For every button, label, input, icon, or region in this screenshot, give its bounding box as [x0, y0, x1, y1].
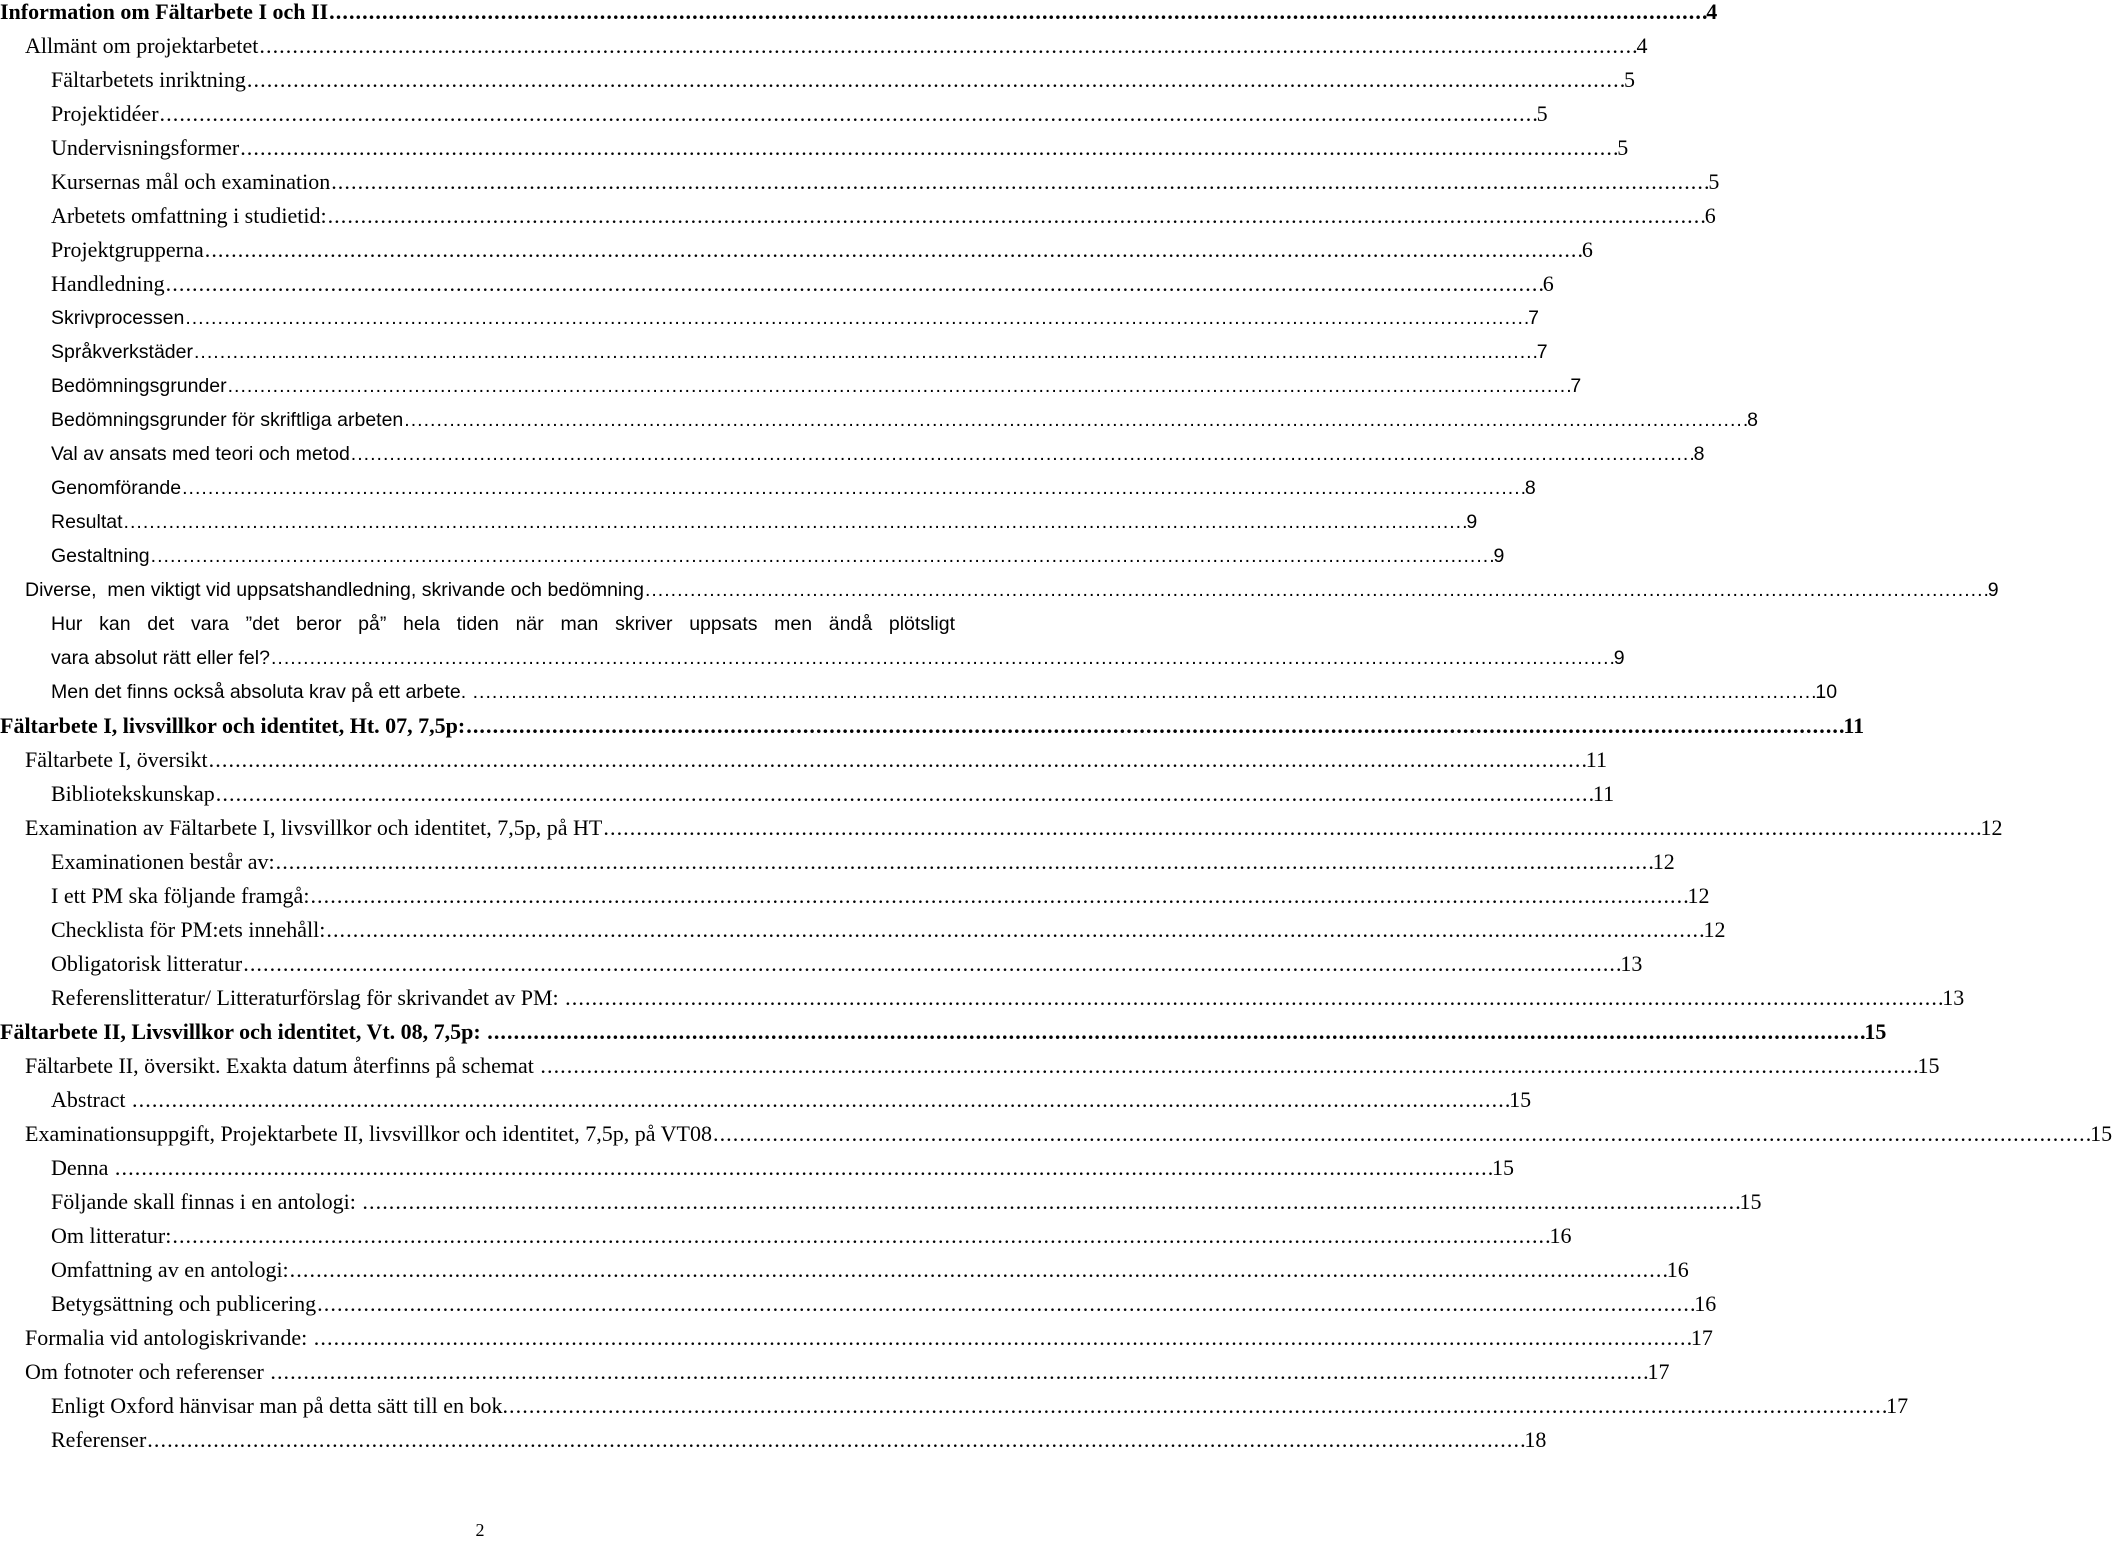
toc-entry-page: 10: [1815, 681, 1838, 703]
toc-entry-title: Fältarbetets inriktning: [51, 67, 246, 92]
toc-entry-title: Examinationsuppgift, Projektarbete II, livsvillkor och identitet, 7,5p, på VT08: [25, 1121, 712, 1146]
toc-entry[interactable]: [0, 437, 1705, 471]
toc-dot-leader: [160, 97, 1536, 131]
toc-entry-title: Enligt Oxford hänvisar man på detta sätt till en bok.: [51, 1393, 509, 1418]
toc-entry-title: Abstract: [51, 1087, 132, 1112]
toc-entry-page: 17: [1886, 1393, 1909, 1418]
toc-dot-leader: [132, 1083, 1508, 1117]
toc-entry-page: 15: [1509, 1087, 1532, 1112]
toc-entry-title: Om litteratur:: [51, 1223, 172, 1248]
toc-dot-leader: [240, 131, 1616, 165]
toc-entry-page: 16: [1549, 1223, 1572, 1248]
toc-entry-title: Om fotnoter och referenser: [25, 1359, 270, 1384]
toc-entry-title: Fältarbete I, översikt: [25, 747, 208, 772]
toc-entry[interactable]: [0, 1049, 1940, 1083]
toc-dot-leader: [509, 1389, 1885, 1423]
toc-entry-page: 9: [1466, 511, 1478, 533]
toc-dot-leader: [329, 0, 1705, 29]
toc-entry[interactable]: [0, 1015, 1887, 1049]
toc-entry-page: 9: [1613, 647, 1625, 669]
toc-dot-leader: [328, 199, 1704, 233]
toc-entry-title: Checklista för PM:ets innehåll:: [51, 917, 326, 942]
toc-entry[interactable]: [0, 573, 1999, 607]
toc-entry-page: 13: [1942, 985, 1965, 1010]
toc-entry[interactable]: [0, 0, 1718, 29]
toc-entry[interactable]: [0, 675, 1838, 709]
toc-dot-leader: [166, 267, 1542, 301]
toc-dot-leader: [290, 1253, 1666, 1287]
toc-entry-title: Referenslitteratur/ Litteraturförslag för skrivandet av PM:: [51, 985, 565, 1010]
toc-entry-title: Omfattning av en antologi:: [51, 1257, 289, 1282]
toc-dot-leader: [713, 1117, 2089, 1151]
toc-entry-title: Referenser: [51, 1427, 147, 1452]
toc-entry[interactable]: [0, 301, 1539, 335]
toc-entry[interactable]: [0, 233, 1593, 267]
toc-entry[interactable]: [0, 811, 2003, 845]
toc-entry[interactable]: [0, 1355, 1670, 1389]
toc-entry-page: 15: [1739, 1189, 1762, 1214]
toc-entry[interactable]: [0, 777, 1615, 811]
toc-dot-leader: [276, 845, 1652, 879]
toc-entry-title: Undervisningsformer: [51, 135, 240, 160]
toc-dot-leader: [473, 675, 1815, 709]
toc-dot-leader: [259, 29, 1635, 63]
toc-entry-title: Examination av Fältarbete I, livsvillkor och identitet, 7,5p, på HT: [25, 815, 603, 840]
toc-entry-title: Val av ansats med teori och metod: [51, 443, 350, 465]
toc-entry-page: 5: [1536, 101, 1548, 126]
toc-entry-page: 12: [1980, 815, 2003, 840]
toc-dot-leader: [362, 1185, 1738, 1219]
toc-entry[interactable]: [0, 335, 1548, 369]
toc-entry-title: Handledning: [51, 271, 165, 296]
toc-entry-page: 8: [1747, 409, 1758, 431]
toc-dot-leader: [185, 301, 1527, 335]
toc-dot-leader: [115, 1151, 1491, 1185]
toc-entry-page: 18: [1524, 1427, 1547, 1452]
toc-dot-leader: [317, 1287, 1693, 1321]
toc-entry[interactable]: [0, 845, 1675, 879]
toc-entry-page: 6: [1581, 237, 1593, 262]
toc-entry-title: Obligatorisk litteratur: [51, 951, 243, 976]
toc-entry-title: Bedömningsgrunder för skriftliga arbeten: [51, 409, 404, 431]
toc-dot-leader: [603, 811, 1979, 845]
toc-entry[interactable]: [0, 1185, 1762, 1219]
toc-entry-title: Projektidéer: [51, 101, 159, 126]
toc-entry[interactable]: [0, 1253, 1689, 1287]
toc-entry[interactable]: [0, 1151, 1515, 1185]
toc-entry-title: Betygsättning och publicering: [51, 1291, 317, 1316]
toc-entry[interactable]: [0, 539, 1505, 573]
toc-entry-title: Diverse, men viktigt vid uppsatshandledning, skrivande och bedömning: [25, 579, 644, 601]
toc-entry-page: 4: [1706, 0, 1718, 24]
toc-entry-page: 16: [1666, 1257, 1689, 1282]
toc-entry-title: Resultat: [51, 511, 123, 533]
toc-entry-page: 15: [1492, 1155, 1515, 1180]
toc-entry-page: 9: [1987, 579, 1999, 601]
toc-entry-title: Bibliotekskunskap: [51, 781, 215, 806]
toc-entry-title: Kursernas mål och examination: [51, 169, 331, 194]
toc-entry-title: Skrivprocessen: [51, 307, 185, 329]
toc-dot-leader: [645, 573, 1987, 607]
toc-entry[interactable]: [0, 267, 1554, 301]
toc-entry-page: 6: [1704, 203, 1716, 228]
toc-entry-title: Men det finns också absoluta krav på ett arbete.: [51, 681, 472, 703]
toc-dot-leader: [247, 63, 1623, 97]
toc-dot-leader: [124, 505, 1466, 539]
toc-entry-page: 11: [1843, 713, 1865, 738]
toc-dot-leader: [351, 437, 1693, 471]
toc-dot-leader: [565, 981, 1941, 1015]
toc-entry[interactable]: [0, 1083, 1532, 1117]
toc-entry-page: 11: [1585, 747, 1607, 772]
page-number: 2: [475, 1520, 485, 1540]
toc-entry[interactable]: [0, 1321, 1713, 1355]
toc-entry-page: 6: [1542, 271, 1554, 296]
toc-entry-title: Följande skall finnas i en antologi:: [51, 1189, 362, 1214]
toc-entry[interactable]: [0, 369, 1582, 403]
toc-entry[interactable]: [0, 403, 1758, 437]
toc-entry-page: 15: [1917, 1053, 1940, 1078]
toc-entry-page: 13: [1620, 951, 1643, 976]
toc-entry[interactable]: [0, 471, 1536, 505]
toc-entry-title: Information om Fältarbete I och II: [0, 0, 329, 24]
toc-entry-title: Gestaltning: [51, 545, 150, 567]
toc-entry-page: 12: [1687, 883, 1710, 908]
toc-dot-leader: [466, 709, 1842, 743]
toc-entry[interactable]: [0, 63, 1636, 97]
toc-entry[interactable]: [0, 743, 1607, 777]
toc-entry[interactable]: [0, 981, 1965, 1015]
toc-dot-leader: [209, 743, 1585, 777]
toc-entry-page: 7: [1528, 307, 1539, 329]
toc-entry[interactable]: [0, 641, 1625, 675]
toc-dot-leader: [314, 1321, 1690, 1355]
toc-entry-page: 12: [1652, 849, 1675, 874]
toc-entry-title: Examinationen består av:: [51, 849, 275, 874]
toc-entry[interactable]: [0, 97, 1548, 131]
toc-entry-page: 7: [1570, 375, 1582, 397]
toc-entry-page: 12: [1703, 917, 1726, 942]
toc-entry[interactable]: [0, 709, 1865, 743]
toc-entry-title: Arbetets omfattning i studietid:: [51, 203, 327, 228]
toc-entry[interactable]: [0, 199, 1716, 233]
toc-entry-page: 17: [1690, 1325, 1713, 1350]
toc-dot-leader: [271, 641, 1613, 675]
toc-dot-leader: [487, 1015, 1863, 1049]
toc-entry[interactable]: [0, 947, 1643, 981]
toc-dot-leader: [151, 539, 1493, 573]
toc-entry-page: 5: [1617, 135, 1629, 160]
toc-dot-leader: [216, 777, 1592, 811]
toc-entry-title: vara absolut rätt eller fel?: [51, 647, 270, 669]
toc-entry-page: 11: [1592, 781, 1615, 806]
toc-entry-page: 15: [1864, 1019, 1887, 1044]
toc-entry-title: I ett PM ska följande framgå:: [51, 883, 310, 908]
toc-dot-leader: [331, 165, 1707, 199]
toc-entry-title: Allmänt om projektarbetet: [25, 33, 259, 58]
toc-dot-leader: [147, 1423, 1523, 1457]
toc-entry[interactable]: [0, 1219, 1572, 1253]
toc-entry[interactable]: [0, 1287, 1717, 1321]
toc-entry[interactable]: [0, 1389, 1909, 1423]
toc-dot-leader: [172, 1219, 1548, 1253]
toc-entry-title: Fältarbete I, livsvillkor och identitet, Ht. 07, 7,5p:: [0, 713, 466, 738]
toc-entry-text-line1: Hur kan det vara ”det beror på” hela tiden när man skriver uppsats men ändå plötsligt: [51, 613, 955, 635]
toc-entry-page: 5: [1708, 169, 1720, 194]
toc-entry-title: Språkverkstäder: [51, 341, 193, 363]
toc-dot-leader: [182, 471, 1524, 505]
toc-entry[interactable]: [0, 29, 1648, 63]
toc-entry[interactable]: [0, 879, 1710, 913]
toc-entry-title: Genomförande: [51, 477, 182, 499]
toc-entry[interactable]: [0, 1117, 2112, 1151]
toc-entry[interactable]: [0, 165, 1720, 199]
toc-entry[interactable]: [0, 505, 1478, 539]
toc-entry-page: 5: [1624, 67, 1636, 92]
toc-dot-leader: [194, 335, 1536, 369]
toc-dot-leader: [404, 403, 1746, 437]
toc-entry-page: 9: [1493, 545, 1505, 567]
toc-entry-page: 17: [1647, 1359, 1670, 1384]
toc-entry-title: Fältarbete II, översikt. Exakta datum återfinns på schemat: [25, 1053, 540, 1078]
toc-entry[interactable]: [0, 1423, 1547, 1457]
toc-entry-page: 8: [1524, 477, 1536, 499]
toc-dot-leader: [540, 1049, 1916, 1083]
toc-dot-leader: [228, 369, 1570, 403]
toc-entry-page: 8: [1693, 443, 1705, 465]
toc-entry-title: Formalia vid antologiskrivande:: [25, 1325, 313, 1350]
toc-dot-leader: [205, 233, 1581, 267]
toc-entry-title: Denna: [51, 1155, 114, 1180]
toc-entry-title: Projektgrupperna: [51, 237, 204, 262]
toc-entry-page: 16: [1694, 1291, 1717, 1316]
toc-entry-title: Bedömningsgrunder: [51, 375, 227, 397]
toc-entry-page: 4: [1636, 33, 1648, 58]
toc-dot-leader: [243, 947, 1619, 981]
toc-entry[interactable]: [0, 913, 1726, 947]
toc-entry[interactable]: [0, 131, 1629, 165]
toc-dot-leader: [326, 913, 1702, 947]
toc-dot-leader: [270, 1355, 1646, 1389]
toc-entry-page: 7: [1536, 341, 1548, 363]
toc-dot-leader: [310, 879, 1686, 913]
toc-entry-page: 15: [2090, 1121, 2112, 1146]
toc-entry-title: Fältarbete II, Livsvillkor och identitet, Vt. 08, 7,5p:: [0, 1019, 487, 1044]
